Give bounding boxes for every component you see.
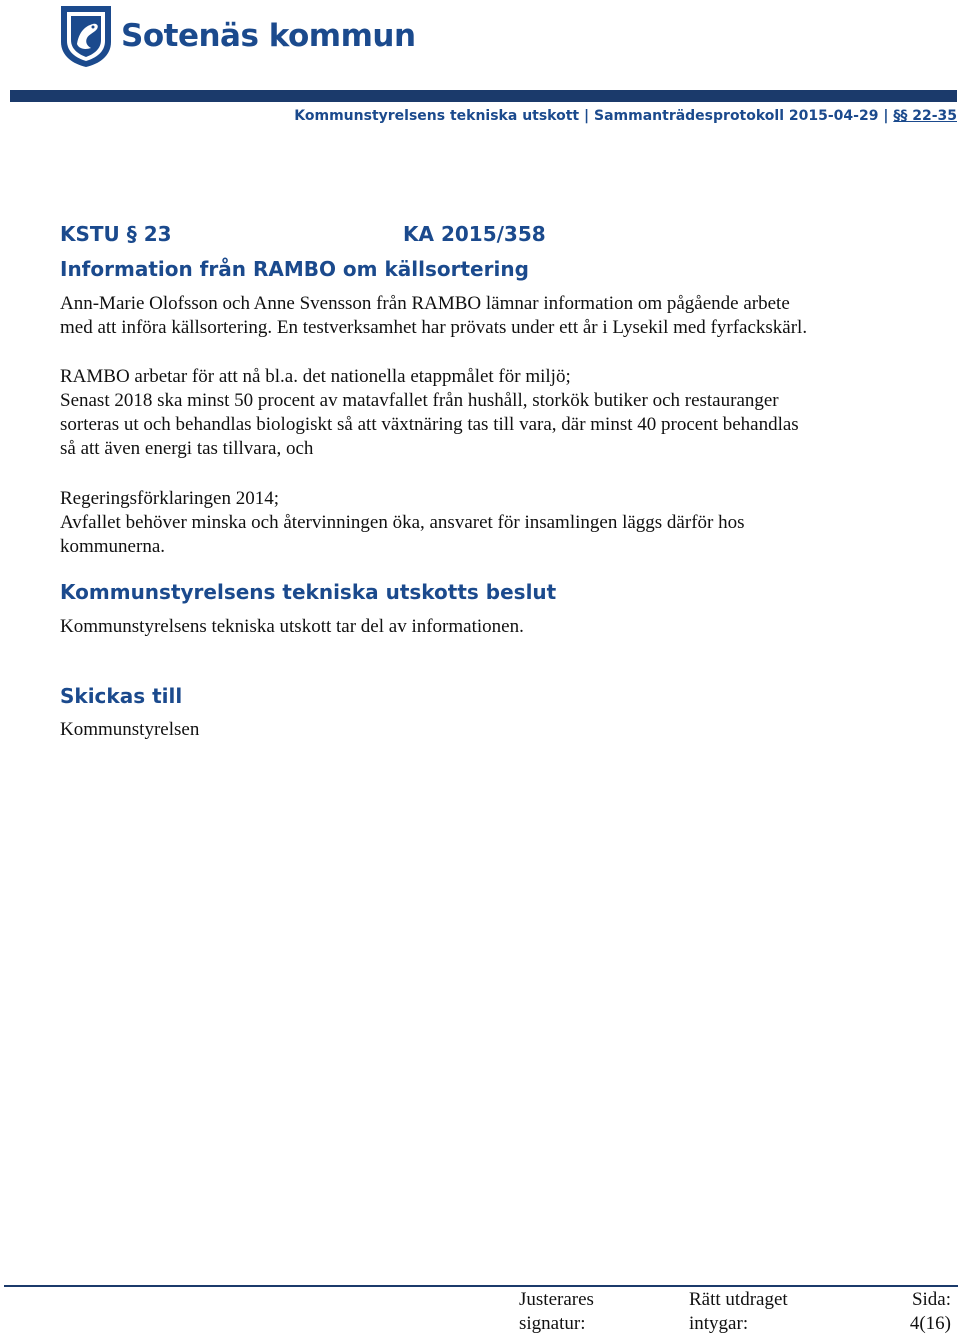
body-line: Senast 2018 ska minst 50 procent av matavfallet från hushåll, storkök butiker och restauranger [60,390,779,411]
body-line: med att införa källsortering. En testverksamhet har prövats under ett år i Lysekil med fyrfackskärl. [60,317,808,338]
header-bar [10,90,957,102]
sent-to-heading: Skickas till [60,684,183,708]
body-line: Ann-Marie Olofsson och Anne Svensson från RAMBO lämnar information om pågående arbete [60,293,790,314]
footer-ratt-utdraget: Rätt utdraget [689,1289,788,1310]
running-header: Kommunstyrelsens tekniska utskott | Sammanträdesprotokoll 2015-04-29 | §§ 22-35 [294,108,957,124]
case-ref: KSTU § 23 [60,222,172,246]
body-line: Avfallet behöver minska och återvinningen öka, ansvaret för insamlingen läggs därför hos [60,512,745,533]
footer-bar [4,1285,958,1287]
sent-to-recipient: Kommunstyrelsen [60,719,200,740]
body-line: så att även energi tas tillvara, och [60,438,314,459]
header-paragraphs: §§ 22-35 [893,108,957,124]
body-line: Regeringsförklaringen 2014; [60,488,279,509]
header-doc-type: Sammanträdesprotokoll [594,108,785,124]
header-date: 2015-04-29 [788,108,879,124]
decision-text: Kommunstyrelsens tekniska utskott tar del av informationen. [60,616,524,637]
coat-of-arms-icon [59,4,113,68]
footer-sida-value: 4(16) [909,1313,951,1334]
footer-intygar: intygar: [689,1313,749,1334]
logo [59,4,416,68]
footer-sida-label: Sida: [911,1289,951,1310]
footer-justerares: Justerares [519,1289,594,1310]
header-committee: Kommunstyrelsens tekniska utskott [294,108,580,124]
body-line: kommunerna. [60,536,166,557]
decision-heading: Kommunstyrelsens tekniska utskotts beslut [60,580,557,604]
body-line: sorteras ut och behandlas biologiskt så att växtnäring tas till vara, där minst 40 procent behandlas [60,414,799,435]
footer-signatur: signatur: [519,1313,586,1334]
case-dnr: KA 2015/358 [403,222,546,246]
body-line: RAMBO arbetar för att nå bl.a. det nationella etappmålet för miljö; [60,366,571,387]
case-ref-row [60,222,546,246]
logo-text: Sotenäs kommun [121,18,416,54]
case-title: Information från RAMBO om källsortering [60,257,529,281]
